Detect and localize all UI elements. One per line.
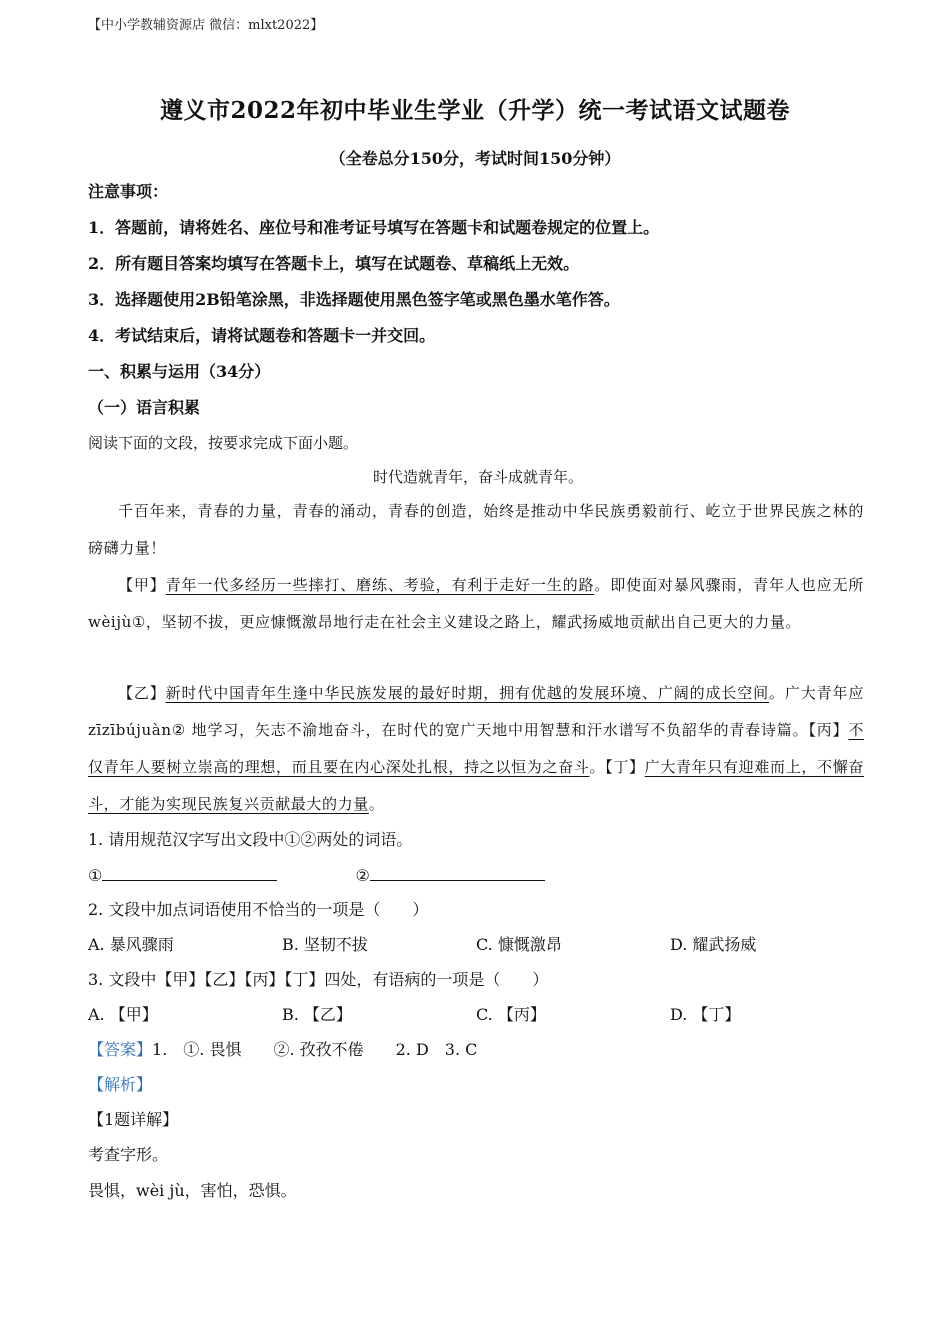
answer-text: 1. ①. 畏惧 ②. 孜孜不倦 2. D 3. C bbox=[152, 1040, 478, 1059]
q2-option-c: C. 慷慨激昂 bbox=[476, 935, 562, 954]
blank-2-line bbox=[370, 864, 545, 881]
paragraph-2-rest: 。即使面对暴风骤雨，青年人也应无所 wèijù①，坚韧不拔，更应慷慨激昂地行走在社会主义建设之路上，耀武扬威地贡献出自己更大的力量。 bbox=[88, 576, 865, 631]
sentence-yi: 新时代中国青年生逢中华民族发展的最好时期，拥有优越的发展环境、广阔的成长空间 bbox=[165, 684, 769, 702]
analysis-line-2: 畏惧，wèi jù，害怕，恐惧。 bbox=[88, 1181, 297, 1200]
question-2-stem: 2. 文段中加点词语使用不恰当的一项是（ ） bbox=[88, 900, 429, 919]
section-heading: 一、积累与运用（34分） bbox=[88, 362, 271, 381]
sentence-jia: 青年一代多经历一些摔打、磨练、考验，有利于走好一生的路 bbox=[165, 576, 595, 594]
analysis-line-1: 考查字形。 bbox=[88, 1145, 169, 1164]
header-note: 【中小学教辅资源店 微信：mlxt2022】 bbox=[88, 18, 324, 33]
passage-title: 时代造就青年，奋斗成就青年。 bbox=[372, 468, 583, 486]
notice-item-1: 1．答题前，请将姓名、座位号和准考证号填写在答题卡和试题卷规定的位置上。 bbox=[88, 218, 660, 237]
q3-option-a: A. 【甲】 bbox=[88, 1005, 158, 1024]
exam-title: 遵义市2022年初中毕业生学业（升学）统一考试语文试题卷 bbox=[159, 97, 790, 124]
passage-paragraph-2 bbox=[88, 567, 864, 641]
answer-line bbox=[88, 1039, 868, 1061]
notice-item-3: 3．选择题使用2B铅笔涂黑，非选择题使用黑色签字笔或黑色墨水笔作答。 bbox=[88, 290, 620, 309]
question-1-stem: 1. 请用规范汉字写出文段中①②两处的词语。 bbox=[88, 830, 413, 849]
blank-1-label: ① bbox=[88, 866, 103, 885]
paragraph-3-end: 。 bbox=[368, 795, 385, 813]
paragraph-3-punct: 。 bbox=[589, 758, 606, 776]
q3-option-d: D. 【丁】 bbox=[670, 1005, 741, 1024]
answer-tag: 【答案】 bbox=[88, 1040, 153, 1059]
q2-option-d: D. 耀武扬威 bbox=[670, 935, 757, 954]
subsection-heading: （一）语言积累 bbox=[88, 398, 201, 417]
marker-jia: 【甲】 bbox=[118, 576, 166, 594]
marker-bing: 【丙】 bbox=[808, 721, 849, 739]
notice-item-2: 2．所有题目答案均填写在答题卡上，填写在试题卷、草稿纸上无效。 bbox=[88, 254, 580, 273]
blank-2-label: ② bbox=[355, 866, 370, 885]
marker-ding: 【丁】 bbox=[605, 758, 645, 776]
exam-subtitle: （全卷总分150分，考试时间150分钟） bbox=[329, 149, 621, 168]
notice-item-4: 4．考试结束后，请将试题卷和答题卡一并交回。 bbox=[88, 326, 436, 345]
q2-option-a: A. 暴风骤雨 bbox=[88, 935, 174, 954]
sentence-bing: 不仅青年人要树立崇高的理想，而且要在内心深处扎根，持之以恒为之奋斗 bbox=[88, 721, 864, 776]
passage-paragraph-3 bbox=[88, 675, 864, 823]
marker-yi: 【乙】 bbox=[118, 684, 166, 702]
sentence-ding: 广大青年只有迎难而上，不懈奋斗，才能为实现民族复兴贡献最大的力量 bbox=[88, 758, 864, 813]
q3-option-c: C. 【丙】 bbox=[476, 1005, 546, 1024]
question-1-blanks bbox=[88, 864, 868, 887]
blank-1-line bbox=[102, 864, 277, 881]
detail-tag: 【1题详解】 bbox=[88, 1110, 179, 1129]
question-3-stem: 3. 文段中【甲】【乙】【丙】【丁】四处，有语病的一项是（ ） bbox=[88, 970, 549, 989]
paragraph-3-middle: 。广大青年应 zīzībújuàn② 地学习，矢志不渝地奋斗，在时代的宽广天地中用智慧和汗水谱写不负韶华的青春诗篇。 bbox=[88, 684, 864, 739]
q3-option-b: B. 【乙】 bbox=[282, 1005, 352, 1024]
passage-paragraph-1: 千百年来，青春的力量，青春的涌动，青春的创造，始终是推动中华民族勇毅前行、屹立于世界民族之林的磅礴力量！ bbox=[88, 502, 864, 557]
analysis-tag: 【解析】 bbox=[88, 1075, 153, 1094]
notice-heading: 注意事项： bbox=[88, 182, 169, 201]
q2-option-b: B. 坚韧不拔 bbox=[282, 935, 368, 954]
reading-instruction: 阅读下面的文段，按要求完成下面小题。 bbox=[88, 434, 359, 452]
